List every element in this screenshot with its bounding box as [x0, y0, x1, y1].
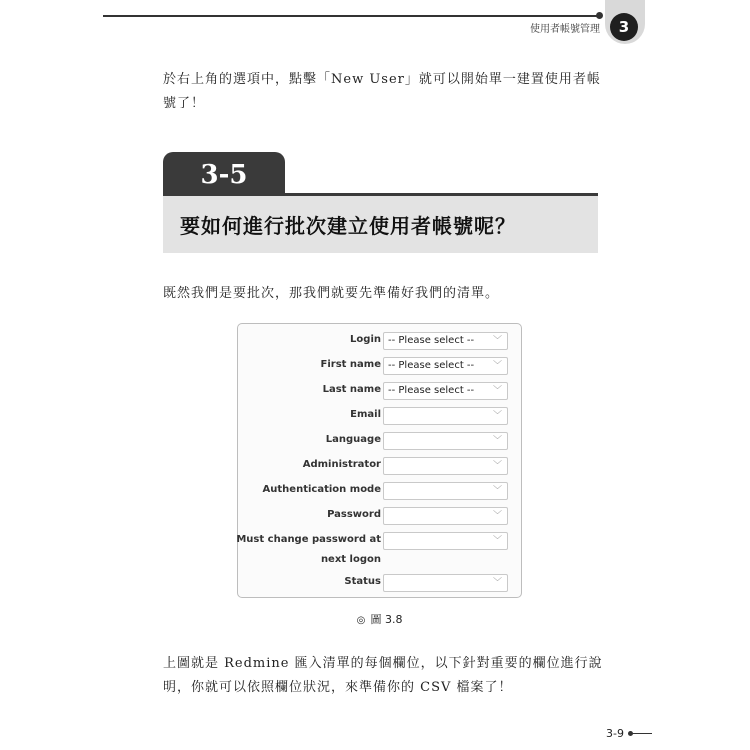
import-mapping-form	[237, 323, 522, 598]
chevron-down-icon: ﹀	[492, 361, 502, 371]
form-row-must-change-password	[238, 532, 521, 572]
select-value: -- Please select --	[388, 335, 475, 346]
chevron-down-icon: ﹀	[492, 436, 502, 446]
administrator-select[interactable]	[383, 457, 508, 475]
section-number: 3-5	[163, 152, 285, 195]
paragraph-batch: 既然我們是要批次，那我們就要先準備好我們的清單。	[163, 286, 500, 301]
page-number: 3-9	[606, 727, 624, 740]
paragraph-intro: 於右上角的選項中，點擊「New User」就可以開始單一建置使用者帳號了！	[163, 72, 601, 111]
form-row-administrator	[238, 457, 521, 477]
field-label-line2: next logon	[320, 554, 381, 565]
select-value: -- Please select --	[388, 360, 475, 371]
field-label: Status	[344, 576, 381, 587]
field-label: Email	[350, 409, 381, 420]
first-name-select[interactable]	[383, 357, 508, 375]
login-select[interactable]	[383, 332, 508, 350]
form-row-auth-mode	[238, 482, 521, 502]
language-select[interactable]	[383, 432, 508, 450]
chevron-down-icon: ﹀	[492, 411, 502, 421]
form-row-status	[238, 574, 521, 594]
chevron-down-icon: ﹀	[492, 386, 502, 396]
field-label: First name	[320, 359, 381, 370]
form-row-first-name	[238, 357, 521, 377]
page-number-rule	[632, 733, 652, 734]
password-select[interactable]	[383, 507, 508, 525]
field-label: Language	[325, 434, 381, 445]
header-rule	[103, 15, 600, 17]
chevron-down-icon: ﹀	[492, 461, 502, 471]
field-label: Must change password at	[236, 534, 381, 545]
caption-text: 圖 3.8	[370, 613, 403, 626]
field-label: Login	[350, 334, 381, 345]
auth-mode-select[interactable]	[383, 482, 508, 500]
chevron-down-icon: ﹀	[492, 578, 502, 588]
select-value: -- Please select --	[388, 385, 475, 396]
form-row-password	[238, 507, 521, 527]
field-label: Authentication mode	[262, 484, 381, 495]
chapter-title: 使用者帳號管理	[530, 24, 600, 35]
field-label: Password	[327, 509, 381, 520]
status-select[interactable]	[383, 574, 508, 592]
field-label: Last name	[322, 384, 381, 395]
chevron-down-icon: ﹀	[492, 486, 502, 496]
chevron-down-icon: ﹀	[492, 511, 502, 521]
field-label: Administrator	[302, 459, 381, 470]
form-row-last-name	[238, 382, 521, 402]
form-row-language	[238, 432, 521, 452]
must-change-password-select[interactable]	[383, 532, 508, 550]
figure-caption	[355, 611, 403, 627]
paragraph-explanation: 上圖就是 Redmine 匯入清單的每個欄位，以下針對重要的欄位進行說明，你就可以依照欄位狀況，來準備你的 CSV 檔案了！	[163, 656, 603, 695]
form-row-email	[238, 407, 521, 427]
chevron-down-icon: ﹀	[492, 336, 502, 346]
chapter-number: 3	[610, 13, 638, 41]
last-name-select[interactable]	[383, 382, 508, 400]
section-title: 要如何進行批次建立使用者帳號呢？	[180, 214, 516, 238]
form-row-login	[238, 332, 521, 352]
figure-icon: ◎	[356, 615, 366, 626]
chevron-down-icon: ﹀	[492, 536, 502, 546]
email-select[interactable]	[383, 407, 508, 425]
header-rule-dot	[596, 12, 603, 19]
